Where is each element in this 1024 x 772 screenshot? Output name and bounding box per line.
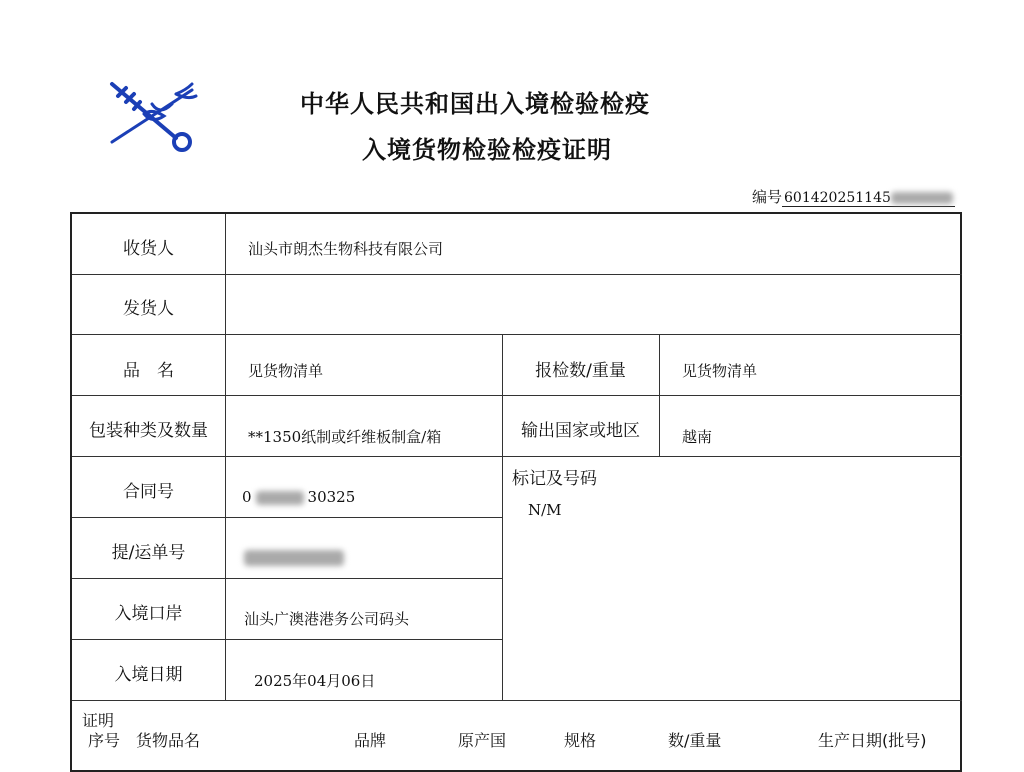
row-divider [72, 639, 502, 640]
row-divider [72, 517, 502, 518]
entry-port-label: 入境口岸 [114, 604, 183, 624]
certificate-number-label: 编号 [752, 188, 783, 206]
consignee-value: 汕头市朗杰生物科技有限公司 [248, 240, 444, 258]
column-header-goods-name: 货物品名 [136, 731, 201, 750]
declared-quantity-value: 见货物清单 [682, 362, 758, 380]
row-divider [72, 334, 962, 335]
column-header-brand: 品牌 [354, 731, 387, 750]
document-authority-title: 中华人民共和国出入境检验检疫 [300, 90, 650, 118]
redacted-block [256, 491, 304, 505]
row-divider [72, 395, 962, 396]
column-header-index: 序号 [88, 731, 121, 750]
product-name-label: 品 名 [123, 361, 174, 381]
contract-label: 合同号 [123, 482, 174, 502]
document-title: 入境货物检验检疫证明 [362, 136, 612, 164]
column-header-quantity: 数/重量 [668, 731, 722, 750]
row-divider [72, 274, 962, 275]
bill-of-lading-label: 提/运单号 [111, 543, 186, 563]
certificate-number-value: 601420251145 [782, 190, 955, 207]
column-divider [659, 334, 660, 456]
column-header-spec: 规格 [564, 731, 597, 750]
packaging-value: **1350纸制或纤维板制盒/箱 [248, 428, 442, 446]
consignee-label: 收货人 [123, 239, 174, 259]
entry-port-value: 汕头广澳港港务公司码头 [244, 610, 410, 628]
column-divider [502, 334, 503, 700]
export-country-value: 越南 [682, 428, 713, 446]
inspection-form [70, 212, 962, 772]
packaging-label: 包装种类及数量 [89, 421, 208, 441]
redacted-block [244, 550, 344, 566]
row-divider [72, 456, 962, 457]
declared-quantity-label: 报检数/重量 [535, 361, 626, 381]
row-divider [72, 578, 502, 579]
ciq-emblem-logo [104, 76, 204, 156]
marks-value: N/M [528, 501, 562, 519]
redacted-block [891, 192, 953, 204]
column-divider [225, 214, 226, 700]
column-header-origin: 原产国 [458, 731, 507, 750]
column-header-production-date: 生产日期(批号) [818, 731, 927, 750]
marks-label: 标记及号码 [512, 469, 597, 489]
certificate-number [752, 186, 955, 207]
row-divider [72, 700, 962, 701]
consignor-label: 发货人 [123, 299, 174, 319]
bill-of-lading-value [244, 548, 344, 566]
certification-label: 证明 [82, 711, 115, 730]
entry-date-value: 2025年04月06日 [254, 672, 376, 690]
entry-date-label: 入境日期 [114, 665, 183, 685]
export-country-label: 输出国家或地区 [521, 421, 640, 441]
contract-number-value: 0 30325 [242, 488, 356, 506]
product-name-value: 见货物清单 [248, 362, 324, 380]
